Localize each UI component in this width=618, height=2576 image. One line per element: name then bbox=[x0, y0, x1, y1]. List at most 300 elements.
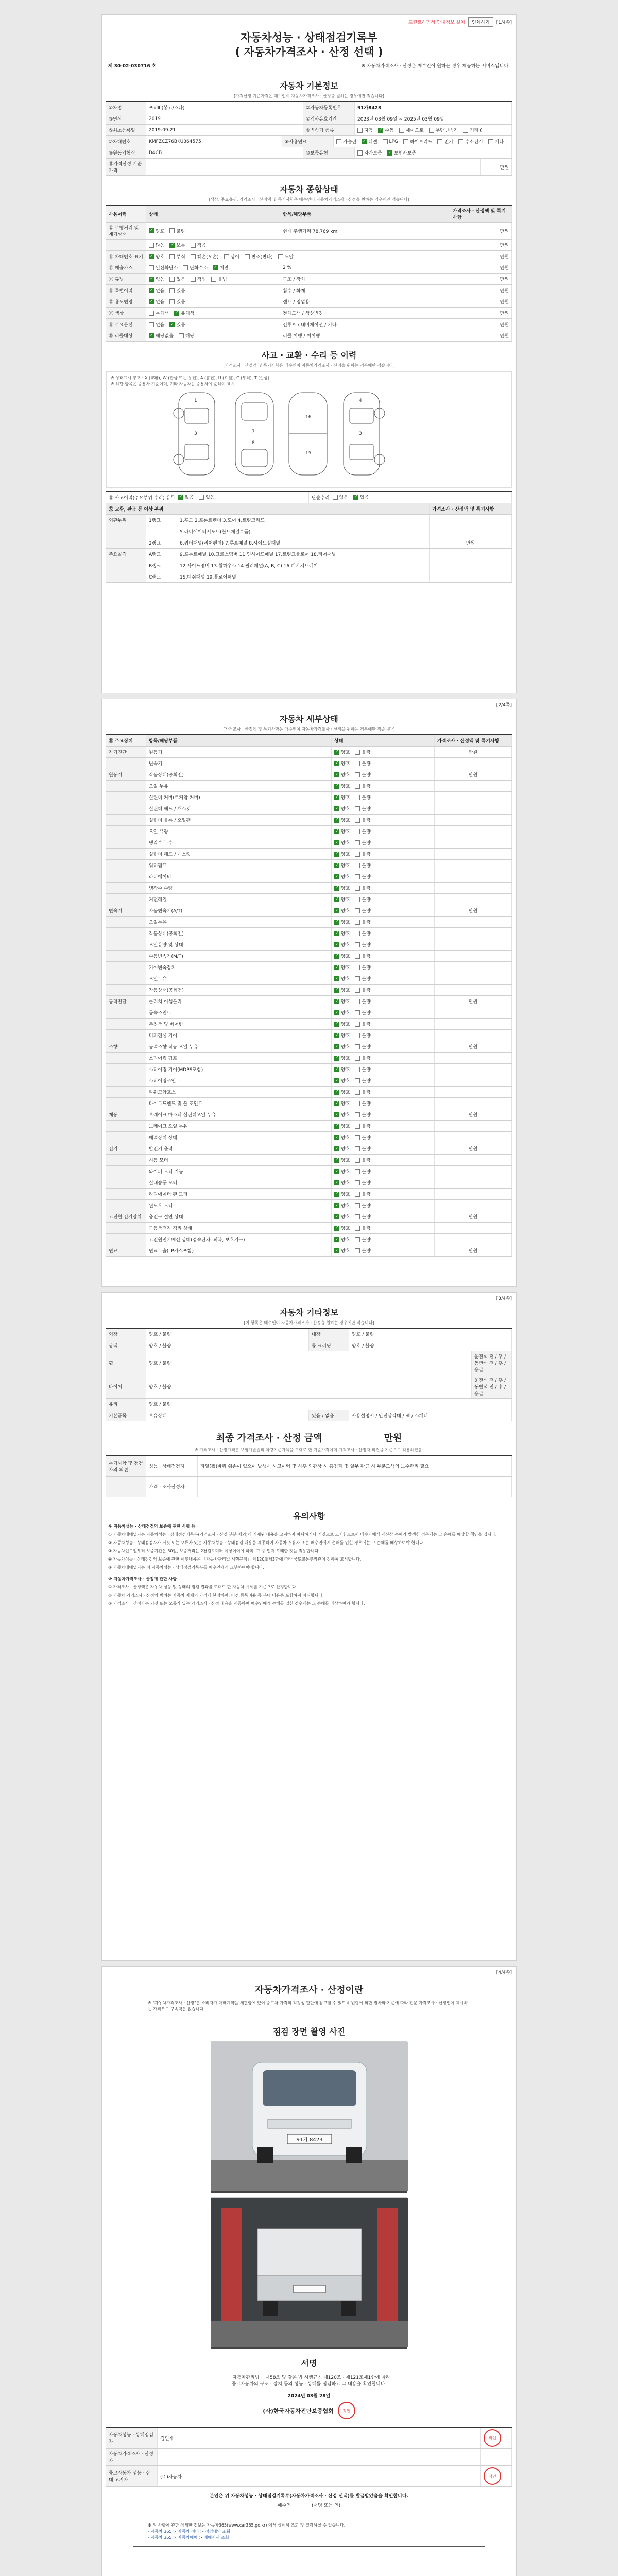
checkbox-option: 불량 bbox=[355, 1055, 370, 1061]
checkbox-icon bbox=[334, 761, 339, 766]
checkbox-option: ✓ 있음 bbox=[169, 321, 185, 328]
checkbox-icon bbox=[149, 322, 154, 327]
detail-row: 수동변속기(M/T) ✓ 양호 불량 bbox=[106, 951, 512, 962]
checkbox-option: 불량 bbox=[355, 839, 370, 846]
checkbox-option: 적음 bbox=[191, 242, 206, 248]
warranty-options bbox=[355, 147, 512, 158]
checkbox-icon bbox=[169, 243, 175, 248]
checkbox-option: 훼손(오손) bbox=[191, 253, 219, 260]
checkbox-icon bbox=[334, 1146, 339, 1151]
checkbox-option: ✓ 양호 bbox=[334, 1009, 350, 1016]
checkbox-icon bbox=[336, 139, 341, 144]
checkbox-icon bbox=[355, 863, 360, 868]
overall-row: ⑭ 배출가스 일산화탄소 탄화수소 ✓ 매연 2 % 만원 bbox=[106, 262, 512, 274]
checkbox-icon bbox=[191, 254, 196, 259]
checkbox-icon bbox=[178, 495, 183, 500]
overall-row: ⑲ 주요옵션 없음 ✓ 있음 선루프 / 내비게이션 / 기타 만원 bbox=[106, 319, 512, 330]
checkbox-option: ✓ 양호 bbox=[334, 964, 350, 971]
checkbox-icon bbox=[334, 1112, 339, 1117]
checkbox-icon bbox=[334, 954, 339, 959]
legend-text: ※ 상태표시 부호 : X (교환), W (판금 또는 용접), A (흠집), U (요철), C (부식), T (손상) bbox=[111, 376, 270, 380]
detail-row: 고전원전기배선 상태(접속단자, 피복, 보호기구) ✓ 양호 불량 bbox=[106, 1234, 512, 1245]
checkbox-option: 불량 bbox=[355, 794, 370, 801]
basic-info-note: [가격산정 기준가격은 매수인이 자동차가격조사 · 산정을 원하는 경우에만 적습니다] bbox=[234, 94, 384, 98]
checkbox-option: ✓ 양호 bbox=[334, 749, 350, 755]
checkbox-option: 가솔린 bbox=[336, 138, 356, 145]
checkbox-option: 불량 bbox=[355, 907, 370, 914]
receipt-line: 본인은 위 자동차성능 · 상태점검기록부(자동차가격조사 · 산정 선택)를 발급받았음을 확인합니다. bbox=[210, 2494, 408, 2499]
checkbox-icon bbox=[334, 1158, 339, 1163]
checkbox-option: ✓ 양호 bbox=[149, 253, 164, 260]
checkbox-icon bbox=[191, 243, 196, 248]
notice-title: 유의사항 bbox=[293, 1511, 325, 1521]
checkbox-icon bbox=[149, 265, 154, 270]
signers-table: 자동차성능 · 상태점검자 김민재 직인 자동차가격조사 · 산정자 중고자동차 성능 · 상태 고지자 (주)자동차 직인 bbox=[106, 2427, 512, 2487]
checkbox-option: ✓ 양호 bbox=[334, 998, 350, 1005]
checkbox-option: ✓ 양호 bbox=[334, 1077, 350, 1084]
checkbox-icon bbox=[334, 976, 339, 981]
overall-row: ⑬ 차대번호 표기 ✓ 양호 부식 훼손(오손) 상이 변조(변타) 도말 만원 bbox=[106, 251, 512, 262]
checkbox-icon bbox=[334, 999, 339, 1004]
fuel-options bbox=[334, 136, 512, 147]
overall-row: 많음 ✓ 보통 적음 만원 bbox=[106, 240, 512, 251]
notice-item: ① 자동차매매업자는 자동차성능 · 상태점검기록부(가격조사 · 산정 부분 제외)에 기재된 내용을 고지하지 아니하거나 거짓으로 고지함으로써 매수자에게 재산상 손해가 발생한 경우에는 그 손해를 배상할 책임을 집니다. bbox=[108, 1532, 497, 1537]
page-number: [4/4쪽] bbox=[496, 1970, 512, 1975]
checkbox-icon bbox=[278, 254, 283, 259]
checkbox-option: ✓ 양호 bbox=[334, 1032, 350, 1039]
checkbox-icon bbox=[334, 1192, 339, 1197]
checkbox-option: 많음 bbox=[149, 242, 164, 248]
overall-row: ⑳ 리콜대상 ✓ 해당없음 해당 리콜 이행 / 미이행 만원 bbox=[106, 330, 512, 342]
checkbox-icon bbox=[488, 139, 493, 144]
checkbox-option: 불량 bbox=[355, 873, 370, 880]
checkbox-option: ✓ 양호 bbox=[334, 771, 350, 778]
doc-notice: ※ 자동차가격조사 · 산정은 매수인이 원하는 경우 제공하는 서비스입니다. bbox=[361, 64, 510, 69]
checkbox-option: ✓ 매연 bbox=[213, 264, 228, 271]
checkbox-option: 불량 bbox=[355, 1021, 370, 1027]
doc-number-line bbox=[102, 59, 516, 72]
checkbox-option: ✓ 양호 bbox=[334, 862, 350, 869]
checkbox-option: 불량 bbox=[355, 1247, 370, 1254]
overall-row: ⑫ 주행거리 및 계기상태 ✓ 양호 불량 현재 주행거리 78,769 km 만원 bbox=[106, 223, 512, 240]
checkbox-option: 하이브리드 bbox=[403, 138, 432, 145]
vin-value: KMFZCZ76BKU364575 bbox=[146, 136, 282, 147]
checkbox-option: ✓ 양호 bbox=[334, 839, 350, 846]
overall-table: 사용이력 상태 항목/해당부품 가격조사 · 산정액 및 특기사항 ⑫ 주행거리 및 계기상태 ✓ 양호 불량 현재 주행거리 78,769 km 만원 많음 ✓ 보통 적음 만원 ⑬ 차대번호 표기 ✓ 양호 부식 훼손(오손) 상이 변조(변타) 도말 만원 ⑭ 배출가스 일산화탄소 탄화수소 ✓ 매연 2 % 만원 ⑮ 튜닝 ✓ 없음 있음 적법 불법 구조 / 장치 만원 ⑯ 특별이력 ✓ 없음 있음 침수 / 화재 만원 ⑰ 용도변경 ✓ 없음 있음 렌트 / 영업용 만원 ⑱ 색상 무채색 ✓ 유채색 전체도색 / 색상변경 만원 ⑲ 주요옵션 없음 ✓ 있음 선루프 / 내비게이션 / 기타 만원 ⑳ 리콜대상 ✓ 해당없음 해당 리콜 이행 / 미이행 만원 bbox=[106, 205, 512, 342]
checkbox-option: ✓ 수동 bbox=[378, 127, 393, 133]
page-1 bbox=[101, 14, 517, 693]
checkbox-option: ✓ 양호 bbox=[334, 817, 350, 823]
checkbox-option: ✓ 양호 bbox=[334, 1213, 350, 1220]
checkbox-option: ✓ 양호 bbox=[334, 1134, 350, 1141]
detail-row: 실린더 블록 / 오일팬 ✓ 양호 불량 bbox=[106, 815, 512, 826]
checkbox-option: 변조(변타) bbox=[245, 253, 273, 260]
checkbox-option: ✓ 보통 bbox=[169, 242, 185, 248]
price-explain-box: 자동차가격조사 · 산정이란 ※ "자동차가격조사 · 산정"은 소비자가 매매계약을 체결함에 있어 중고차 가격의 적정성 판단에 참고할 수 있도록 법령에 의한 절차와 기준에 따라 전문 가격조사 · 산정인이 제시하는 가격으로 구속력은 없습니다. bbox=[133, 1977, 485, 2018]
checkbox-icon bbox=[355, 1010, 360, 1015]
checkbox-option: 일산화탄소 bbox=[149, 264, 178, 271]
checkbox-option: 불량 bbox=[355, 1032, 370, 1039]
checkbox-option: ✓ 양호 bbox=[334, 783, 350, 789]
checkbox-option: 불량 bbox=[355, 760, 370, 767]
detail-row: 전기 발전기 출력 ✓ 양호 불량 만원 bbox=[106, 1143, 512, 1155]
checkbox-icon bbox=[334, 1067, 339, 1072]
overall-row: ⑱ 색상 무채색 ✓ 유채색 전체도색 / 색상변경 만원 bbox=[106, 308, 512, 319]
checkbox-option: 불량 bbox=[169, 228, 185, 234]
checkbox-option: 상이 bbox=[224, 253, 239, 260]
detail-row: 기어변속장치 ✓ 양호 불량 bbox=[106, 962, 512, 973]
checkbox-option: ✓ 없음 bbox=[149, 287, 164, 294]
page-4 bbox=[101, 1966, 517, 2576]
etc-row: 기본품목 보유상태 있음 / 없음 사용설명서 / 안전삼각대 / 잭 / 스패너 bbox=[106, 1410, 512, 1421]
checkbox-icon bbox=[355, 1146, 360, 1151]
detail-row: 실내송풍 모터 ✓ 양호 불량 bbox=[106, 1177, 512, 1189]
checkbox-option: 불량 bbox=[355, 975, 370, 982]
checkbox-icon bbox=[355, 1078, 360, 1083]
legend-text-2: ※ 하단 항목은 승용차 기준이며, 기타 자동차는 승용차에 준하여 표시 bbox=[111, 382, 235, 386]
basic-info-title: 자동차 기본정보 bbox=[280, 81, 338, 91]
checkbox-icon bbox=[355, 1090, 360, 1095]
detail-row: 제동 브레이크 마스터 실린더오일 누유 ✓ 양호 불량 만원 bbox=[106, 1109, 512, 1121]
detail-row: 추진축 및 베어링 ✓ 양호 불량 bbox=[106, 1019, 512, 1030]
checkbox-icon bbox=[355, 772, 360, 777]
first-reg-value: 2019-09-21 bbox=[146, 125, 303, 135]
checkbox-option: ✓ 양호 bbox=[334, 1100, 350, 1107]
checkbox-icon bbox=[357, 150, 363, 156]
detail-row: 실린더 헤드 / 개스킷 ✓ 양호 불량 bbox=[106, 803, 512, 815]
checkbox-icon bbox=[334, 1203, 339, 1208]
checkbox-icon bbox=[355, 1214, 360, 1219]
checkbox-icon bbox=[355, 795, 360, 800]
detail-row: 파워고압호스 ✓ 양호 불량 bbox=[106, 1087, 512, 1098]
svg-text:7: 7 bbox=[252, 429, 255, 434]
detail-row: 와이퍼 모터 기능 ✓ 양호 불량 bbox=[106, 1166, 512, 1177]
top-bar bbox=[102, 15, 516, 28]
detail-row: 고전원 전기장치 충전구 절연 상태 ✓ 양호 불량 만원 bbox=[106, 1211, 512, 1223]
checkbox-icon bbox=[355, 806, 360, 811]
checkbox-option: 불량 bbox=[355, 998, 370, 1005]
checkbox-option: ✓ 양호 bbox=[334, 987, 350, 993]
checkbox-option: ✓ 양호 bbox=[334, 1111, 350, 1118]
notice-item: ⑤ 자동차매매업자는 이 자동차성능 · 상태점검기록부를 매수인에게 교부하여야 합니다. bbox=[108, 1565, 265, 1570]
checkbox-option: 불량 bbox=[355, 1202, 370, 1209]
sign-block: 「자동차관리법」 제58조 및 같은 법 시행규칙 제120조 · 제121조제1항에 따라 중고자동차의 구조 · 장치 등의 성능 · 상태를 점검하고 그 내용을 확인합니다. 2024년 03월 28일 (사)한국자동차진단보증협회 직인 bbox=[102, 2374, 516, 2419]
checkbox-option: 무단변속기 bbox=[429, 127, 458, 133]
checkbox-option: ✓ 양호 bbox=[334, 1191, 350, 1197]
checkbox-option: ✓ 양호 bbox=[334, 1168, 350, 1175]
checkbox-option: 부식 bbox=[169, 253, 185, 260]
checkbox-icon bbox=[211, 277, 216, 282]
checkbox-icon bbox=[334, 1090, 339, 1095]
page-number: [1/4쪽] bbox=[496, 20, 512, 25]
detail-row: 냉각수 수량 ✓ 양호 불량 bbox=[106, 883, 512, 894]
checkbox-icon bbox=[355, 840, 360, 845]
seller-stamp-icon: 직인 bbox=[484, 2467, 501, 2485]
checkbox-icon bbox=[403, 139, 408, 144]
year-value: 2019 bbox=[146, 113, 303, 124]
detail-row: 오일유량 및 상태 ✓ 양호 불량 bbox=[106, 939, 512, 951]
accident-title: 사고 · 교환 · 수리 등 이력 bbox=[261, 350, 357, 360]
checkbox-icon bbox=[355, 988, 360, 993]
checkbox-option: 불량 bbox=[355, 1134, 370, 1141]
detail-row: 오일누유 ✓ 양호 불량 bbox=[106, 917, 512, 928]
checkbox-option: ✓ 양호 bbox=[334, 953, 350, 959]
checkbox-icon bbox=[355, 1226, 360, 1231]
checkbox-icon bbox=[169, 254, 175, 259]
checkbox-icon bbox=[149, 311, 154, 316]
checkbox-icon bbox=[334, 1124, 339, 1129]
footer-link-1[interactable]: - 자동차 365 > 자동차 정비 > 점검내역 조회 bbox=[148, 2529, 231, 2534]
checkbox-option: 불량 bbox=[355, 783, 370, 789]
overall-row: ⑰ 용도변경 ✓ 없음 있음 렌트 / 영업용 만원 bbox=[106, 296, 512, 308]
checkbox-icon bbox=[355, 942, 360, 947]
detail-row: 오일 유량 ✓ 양호 불량 bbox=[106, 826, 512, 837]
checkbox-icon bbox=[191, 277, 196, 282]
checkbox-icon bbox=[355, 1169, 360, 1174]
checkbox-option: ✓ 양호 bbox=[334, 941, 350, 948]
checkbox-option: ✓ 양호 bbox=[334, 1089, 350, 1095]
detail-row: 라디에이터 ✓ 양호 불량 bbox=[106, 871, 512, 883]
checkbox-icon bbox=[334, 965, 339, 970]
checkbox-icon bbox=[334, 1033, 339, 1038]
checkbox-option: 불량 bbox=[355, 1100, 370, 1107]
detail-note: [가격조사 · 산정액 및 특기사항은 매수인이 자동차가격조사 · 산정을 원하는 경우에만 적습니다] bbox=[223, 727, 395, 732]
checkbox-icon bbox=[355, 1056, 360, 1061]
checkbox-icon bbox=[334, 806, 339, 811]
detail-row: 구동축전지 격리 상태 ✓ 양호 불량 bbox=[106, 1223, 512, 1234]
checkbox-icon bbox=[334, 863, 339, 868]
checkbox-option: 불량 bbox=[355, 1066, 370, 1073]
detail-table: ㉓ 주요장치 항목/해당부품 상태 가격조사 · 산정액 및 특기사항 자기진단 원동기 ✓ 양호 불량 만원 변속기 ✓ 양호 불량 원동기 작동상태(공회전) ✓ 양호 불량 만원 오일 누유 ✓ 양호 불량 실린더 커버(로커암 커버) ✓ 양호 불량 실린더 헤드 / 개스킷 ✓ 양호 불량 실린더 블록 / 오일팬 ✓ 양호 불량 오일 유량 ✓ 양호 불량 냉각수 누수 ✓ 양호 불량 실린더 헤드 / 개스킷 ✓ 양호 불량 워터펌프 ✓ 양호 불량 라디에이터 ✓ 양호 불량 냉각수 수량 ✓ 양호 불량 커먼레일 ✓ 양호 불량 변속기 자동변속기(A/T) ✓ 양호 불량 만원 오일누유 ✓ 양호 불량 작동상태(공회전) ✓ 양호 불량 오일유량 및 상태 ✓ 양호 불량 수동변속기(M/T) ✓ 양호 불량 기어변속장치 ✓ 양호 불량 오일누유 ✓ 양호 불량 작동상태(공회전) ✓ 양호 불량 동력전달 클러치 어셈블리 ✓ 양호 불량 만원 등속조인트 ✓ 양호 불량 추진축 및 베어링 ✓ 양호 불량 디퍼렌셜 기어 ✓ 양호 불량 조향 동력조향 작동 오일 누유 ✓ 양호 불량 만원 스티어링 펌프 ✓ 양호 불량 스티어링 기어(MDPS포함) ✓ 양호 불량 스티어링조인트 ✓ 양호 불량 파워고압호스 ✓ 양호 불량 타이로드엔드 및 볼 조인트 ✓ 양호 불량 제동 브레이크 마스터 실린더오일 누유 ✓ 양호 불량 만원 브레이크 오일 누유 ✓ 양호 불량 배력장치 상태 ✓ 양호 불량 전기 발전기 출력 ✓ 양호 불량 만원 시동 모터 ✓ 양호 불량 와이퍼 모터 기능 ✓ 양호 불량 실내송풍 모터 ✓ 양호 불량 라디에이터 팬 모터 ✓ 양호 불량 윈도우 모터 ✓ 양호 불량 고전원 전기장치 충전구 절연 상태 ✓ 양호 불량 만원 구동축전지 격리 상태 ✓ 양호 불량 고전원전기배선 상태(접속단자, 피복, 보호기구) ✓ 양호 불량 연료 연료누출(LP가스포함) ✓ 양호 불량 만원 bbox=[106, 734, 512, 1257]
checkbox-option: 불량 bbox=[355, 941, 370, 948]
checkbox-icon bbox=[355, 1192, 360, 1197]
truck-front-photo bbox=[211, 2042, 408, 2191]
checkbox-option: 적법 bbox=[191, 276, 206, 282]
checkbox-icon bbox=[169, 277, 175, 282]
checkbox-option: 불량 bbox=[355, 1077, 370, 1084]
checkbox-option: 탄화수소 bbox=[183, 264, 208, 271]
checkbox-icon bbox=[169, 322, 175, 327]
sign-title: 서명 bbox=[301, 2358, 317, 2368]
checkbox-option: ✓ 양호 bbox=[334, 794, 350, 801]
install-notice-link[interactable]: 프린트하면서 안내정보 설치 bbox=[408, 20, 466, 25]
etc-note: [이 항목은 매수인이 자동차가격조사 · 산정을 원하는 경우에만 적습니다] bbox=[244, 1320, 374, 1325]
detail-row: 변속기 ✓ 양호 불량 bbox=[106, 758, 512, 769]
checkbox-icon bbox=[355, 1248, 360, 1253]
title-line-1: 자동차성능 · 상태점검기록부 bbox=[240, 31, 378, 44]
checkbox-option: 자동 bbox=[357, 127, 373, 133]
checkbox-icon bbox=[437, 139, 442, 144]
checkbox-icon bbox=[353, 495, 358, 500]
detail-row: 동력전달 클러치 어셈블리 ✓ 양호 불량 만원 bbox=[106, 996, 512, 1007]
detail-row: 실린더 헤드 / 개스킷 ✓ 양호 불량 bbox=[106, 849, 512, 860]
final-note: ※ 가격조사 · 산정가격은 보험개발원의 차량기준가액을 토대로 한 기준가격이며 가격조사 · 산정자 의견을 기준으로 적용하였음. bbox=[194, 1448, 424, 1452]
checkbox-icon bbox=[334, 750, 339, 755]
checkbox-icon bbox=[334, 1101, 339, 1106]
checkbox-option: ✓ 양호 bbox=[334, 828, 350, 835]
checkbox-icon bbox=[387, 150, 392, 156]
checkbox-option: 불량 bbox=[355, 828, 370, 835]
checkbox-option: 기타 ( bbox=[463, 127, 482, 133]
checkbox-option: ✓ 없음 bbox=[149, 298, 164, 305]
checkbox-option: ✓ 양호 bbox=[334, 1123, 350, 1129]
checkbox-icon bbox=[169, 299, 175, 304]
notice-item: ② 자동차성능 · 상태점검자가 거짓 또는 오류가 있는 자동차성능 · 상태점검 내용을 제공하여 자동차 소유자 또는 매수인에게 손해를 입힌 경우에는 그 손해를 배상하여야 합니다. bbox=[108, 1540, 425, 1545]
checkbox-icon bbox=[183, 265, 188, 270]
checkbox-option: ✓ 양호 bbox=[334, 1236, 350, 1243]
etc-row: 외장 양호 / 불량 내장 양호 / 불량 bbox=[106, 1329, 512, 1340]
checkbox-option: 불량 bbox=[355, 749, 370, 755]
checkbox-icon bbox=[355, 1135, 360, 1140]
detail-row: 윈도우 모터 ✓ 양호 불량 bbox=[106, 1200, 512, 1211]
checkbox-icon bbox=[334, 1056, 339, 1061]
checkbox-option: 불량 bbox=[355, 896, 370, 903]
detail-row: 작동상태(공회전) ✓ 양호 불량 bbox=[106, 985, 512, 996]
checkbox-icon bbox=[357, 128, 363, 133]
checkbox-icon bbox=[355, 1203, 360, 1208]
notice-item: ② 자동차 가격조사 · 산정의 범위는 자동차 자체의 가격에 한정하며, 이전 등록비용 등 부대 비용은 포함하지 아니합니다. bbox=[108, 1593, 324, 1598]
checkbox-option: 불법 bbox=[211, 276, 227, 282]
checkbox-icon bbox=[334, 920, 339, 925]
checkbox-icon bbox=[355, 976, 360, 981]
detail-row: 실린더 커버(로커암 커버) ✓ 양호 불량 bbox=[106, 792, 512, 803]
checkbox-option: ✓ 보험사보증 bbox=[387, 149, 416, 156]
checkbox-icon bbox=[355, 931, 360, 936]
detail-row: 자기진단 원동기 ✓ 양호 불량 만원 bbox=[106, 747, 512, 758]
checkbox-icon bbox=[334, 988, 339, 993]
checkbox-option: 불량 bbox=[355, 919, 370, 925]
checkbox-option: 불량 bbox=[355, 1191, 370, 1197]
checkbox-option: 불량 bbox=[355, 1089, 370, 1095]
page-3 bbox=[101, 1292, 517, 1961]
checkbox-icon bbox=[334, 886, 339, 891]
checkbox-icon bbox=[355, 920, 360, 925]
checkbox-icon bbox=[355, 1158, 360, 1163]
car-outline-icon bbox=[107, 372, 512, 488]
checkbox-icon bbox=[399, 128, 404, 133]
checkbox-option: 불량 bbox=[355, 1225, 370, 1231]
checkbox-option: 불량 bbox=[355, 885, 370, 891]
checkbox-icon bbox=[199, 495, 204, 500]
checkbox-icon bbox=[149, 243, 154, 248]
checkbox-option: 없음 bbox=[333, 494, 348, 500]
checkbox-icon bbox=[355, 1067, 360, 1072]
checkbox-option: LPG bbox=[383, 139, 398, 144]
checkbox-option: 불량 bbox=[355, 862, 370, 869]
checkbox-option: 불량 bbox=[355, 987, 370, 993]
checkbox-icon bbox=[355, 852, 360, 857]
checkbox-icon bbox=[334, 1248, 339, 1253]
photos-title: 점검 장면 촬영 사진 bbox=[272, 2027, 346, 2037]
checkbox-option: ✓ 양호 bbox=[334, 760, 350, 767]
checkbox-icon bbox=[355, 829, 360, 834]
detail-row: 스티어링 펌프 ✓ 양호 불량 bbox=[106, 1053, 512, 1064]
checkbox-option: ✓ 양호 bbox=[334, 919, 350, 925]
detail-row: 등속조인트 ✓ 양호 불량 bbox=[106, 1007, 512, 1019]
detail-row: 배력장치 상태 ✓ 양호 불량 bbox=[106, 1132, 512, 1143]
checkbox-icon bbox=[149, 254, 154, 259]
checkbox-icon bbox=[213, 265, 218, 270]
checkbox-icon bbox=[334, 1237, 339, 1242]
trans-options bbox=[355, 125, 512, 135]
detail-row: 변속기 자동변속기(A/T) ✓ 양호 불량 만원 bbox=[106, 905, 512, 917]
checkbox-icon bbox=[463, 128, 468, 133]
overall-row: ⑮ 튜닝 ✓ 없음 있음 적법 불법 구조 / 장치 만원 bbox=[106, 274, 512, 285]
detail-row: 라디에이터 팬 모터 ✓ 양호 불량 bbox=[106, 1189, 512, 1200]
doc-number: 제 30-02-030716 호 bbox=[108, 64, 157, 69]
checkbox-icon bbox=[245, 254, 250, 259]
checkbox-icon bbox=[355, 1237, 360, 1242]
etc-table bbox=[106, 1328, 512, 1421]
checkbox-icon bbox=[334, 829, 339, 834]
checkbox-icon bbox=[334, 897, 339, 902]
checkbox-option: ✓ 양호 bbox=[334, 907, 350, 914]
checkbox-icon bbox=[334, 1135, 339, 1140]
detail-row: 오일 누유 ✓ 양호 불량 bbox=[106, 781, 512, 792]
checkbox-icon bbox=[355, 818, 360, 823]
notice-item: ③ 자동차인도일부터 보증기간은 30일, 보증거리는 2천킬로미터 이상이어야 하며, 그 중 먼저 도래한 것을 적용합니다. bbox=[108, 1549, 320, 1553]
document-title bbox=[102, 30, 516, 59]
checkbox-icon bbox=[362, 139, 367, 144]
notice-item: ④ 자동차성능 · 상태점검의 보증에 관한 세부내용은 「자동차관리법 시행규칙」 제120조제3항에 따라 국토교통부장관이 정하여 고시합니다. bbox=[108, 1557, 362, 1562]
checkbox-icon bbox=[169, 288, 175, 293]
checkbox-option: 불량 bbox=[355, 1236, 370, 1243]
final-price: 최종 가격조사 · 산정 금액 만원 bbox=[216, 1433, 402, 1444]
etc-title: 자동차 기타정보 bbox=[280, 1308, 338, 1317]
valid-value: 2023년 03월 09일 ~ 2025년 03월 09일 bbox=[355, 113, 512, 124]
checkbox-option: ✓ 있음 bbox=[353, 494, 369, 500]
checkbox-icon bbox=[149, 299, 154, 304]
print-button[interactable]: 인쇄하기 bbox=[468, 17, 493, 27]
checkbox-option: 불량 bbox=[355, 771, 370, 778]
checkbox-icon bbox=[355, 908, 360, 913]
checkbox-icon bbox=[149, 228, 154, 233]
detail-row: 브레이크 오일 누유 ✓ 양호 불량 bbox=[106, 1121, 512, 1132]
page-number: [3/4쪽] bbox=[496, 1296, 512, 1301]
detail-row: 커먼레일 ✓ 양호 불량 bbox=[106, 894, 512, 905]
checkbox-option: 불량 bbox=[355, 964, 370, 971]
overall-row: ⑯ 특별이력 ✓ 없음 있음 침수 / 화재 만원 bbox=[106, 285, 512, 296]
etc-row: 유리 양호 / 불량 bbox=[106, 1399, 512, 1410]
svg-text:16: 16 bbox=[305, 415, 312, 420]
checkbox-option: 불량 bbox=[355, 817, 370, 823]
plate-value: 91가8423 bbox=[355, 102, 512, 113]
checkbox-icon bbox=[149, 277, 154, 282]
checkbox-icon bbox=[458, 139, 464, 144]
overall-note: [색상, 주요옵션, 가격조사 · 산정액 및 특기사항은 매수인이 자동차가격조사 · 산정을 원하는 경우에만 적습니다] bbox=[209, 197, 409, 202]
checkbox-icon bbox=[334, 931, 339, 936]
truck-rear-photo bbox=[211, 2198, 408, 2347]
detail-row: 스티어링 기어(MDPS포함) ✓ 양호 불량 bbox=[106, 1064, 512, 1075]
checkbox-icon bbox=[355, 1044, 360, 1049]
checkbox-option: 불량 bbox=[355, 1043, 370, 1050]
footer-link-2[interactable]: - 자동차 365 > 자동차매매 > 매매시세 조회 bbox=[148, 2535, 229, 2540]
checkbox-option: ✓ 양호 bbox=[334, 1202, 350, 1209]
checkbox-icon bbox=[334, 1010, 339, 1015]
detail-row: 시동 모터 ✓ 양호 불량 bbox=[106, 1155, 512, 1166]
checkbox-option: 불량 bbox=[355, 1213, 370, 1220]
plate-text: 91가 8423 bbox=[296, 2137, 323, 2143]
checkbox-icon bbox=[355, 999, 360, 1004]
checkbox-option: 있음 bbox=[169, 276, 185, 282]
checkbox-icon bbox=[334, 1044, 339, 1049]
detail-row: 워터펌프 ✓ 양호 불량 bbox=[106, 860, 512, 871]
car-name-value: 포터Ⅱ (봉고/스타) bbox=[146, 102, 303, 113]
checkbox-option: 자가보증 bbox=[357, 149, 382, 156]
checkbox-icon bbox=[334, 1169, 339, 1174]
checkbox-icon bbox=[355, 954, 360, 959]
checkbox-icon bbox=[355, 1022, 360, 1027]
